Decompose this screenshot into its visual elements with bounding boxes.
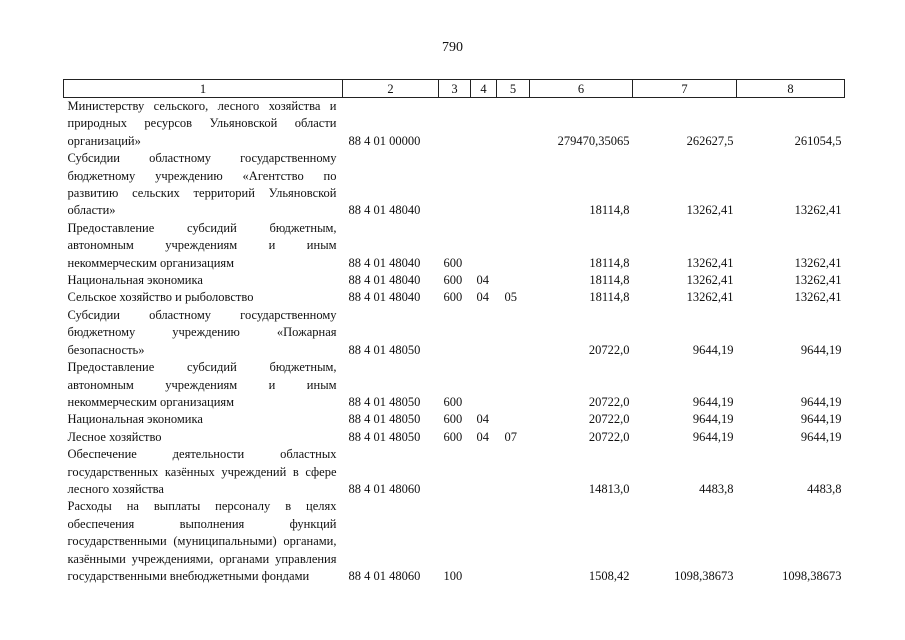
- row-expense-type: [439, 150, 471, 220]
- row-name: Национальная экономика: [67, 412, 203, 427]
- row-value-6: 1508,42: [588, 568, 630, 583]
- row-value-8: 13262,41: [794, 203, 842, 218]
- budget-table: [63, 79, 845, 585]
- row-value-8: 13262,41: [794, 290, 842, 305]
- table-row: [64, 98, 845, 151]
- row-expense-type: 100: [443, 568, 463, 583]
- row-expense-type: [439, 446, 471, 498]
- row-section: [471, 359, 497, 411]
- row-code: 88 4 01 48050: [348, 342, 421, 357]
- row-section: [471, 498, 497, 585]
- column-header: 2: [343, 80, 439, 98]
- row-section: 04: [476, 429, 489, 444]
- row-code: 88 4 01 48060: [348, 568, 421, 583]
- row-subsection: [497, 272, 530, 289]
- row-name: Сельское хозяйство и рыболовство: [67, 290, 254, 305]
- row-name: Субсидии областному государственному бюджетному учреждению «Пожарная безопасность»: [67, 307, 337, 357]
- row-value-7: 13262,41: [686, 203, 734, 218]
- row-value-6: 20722,0: [588, 412, 630, 427]
- row-value-7: 13262,41: [686, 273, 734, 288]
- row-expense-type: 600: [443, 429, 463, 444]
- row-value-6: 18114,8: [589, 290, 630, 305]
- row-value-7: 9644,19: [692, 342, 734, 357]
- row-expense-type: 600: [443, 290, 463, 305]
- row-value-8: 4483,8: [807, 481, 842, 496]
- row-value-6: 18114,8: [589, 273, 630, 288]
- row-code: 88 4 01 48050: [348, 394, 421, 409]
- row-section: [471, 98, 497, 151]
- row-code: 88 4 01 48050: [348, 412, 421, 427]
- column-header: 1: [64, 80, 343, 98]
- row-expense-type: 600: [443, 412, 463, 427]
- table-row: [64, 150, 845, 220]
- table-row: [64, 429, 845, 446]
- row-section: [471, 307, 497, 359]
- row-name: Субсидии областному государственному бюджетному учреждению «Агентство по развитию сельских территорий Ульяновской области»: [67, 151, 337, 218]
- row-value-6: 20722,0: [588, 429, 630, 444]
- row-value-7: 13262,41: [686, 255, 734, 270]
- row-expense-type: [439, 307, 471, 359]
- row-subsection: [497, 150, 530, 220]
- table-row: [64, 289, 845, 306]
- row-name: Предоставление субсидий бюджетным, автономным учреждениям и иным некоммерческим организациям: [67, 360, 337, 409]
- row-subsection: [497, 411, 530, 428]
- row-expense-type: 600: [443, 255, 463, 270]
- column-header: 4: [471, 80, 497, 98]
- table-row: [64, 220, 845, 272]
- column-header: 3: [439, 80, 471, 98]
- row-name: Расходы на выплаты персоналу в целях обеспечения выполнения функций государственными (муниципальными) органами, казёнными учреждениями, органами управления государственными внебюджетными фондами: [67, 499, 337, 583]
- row-subsection: [497, 498, 530, 585]
- column-header: 7: [633, 80, 737, 98]
- row-section: [471, 220, 497, 272]
- table-row: [64, 359, 845, 411]
- table-row: [64, 307, 845, 359]
- row-code: 88 4 01 00000: [348, 133, 421, 148]
- row-section: 04: [476, 412, 489, 427]
- row-code: 88 4 01 48050: [348, 429, 421, 444]
- row-value-7: 262627,5: [686, 133, 734, 148]
- row-value-6: 279470,35065: [557, 133, 630, 148]
- row-section: 04: [476, 290, 489, 305]
- row-value-7: 9644,19: [692, 429, 734, 444]
- row-section: [471, 446, 497, 498]
- row-value-6: 18114,8: [589, 203, 630, 218]
- row-value-8: 13262,41: [794, 255, 842, 270]
- row-subsection: 07: [504, 429, 517, 444]
- row-subsection: 05: [504, 290, 517, 305]
- row-value-8: 13262,41: [794, 273, 842, 288]
- row-expense-type: [439, 98, 471, 151]
- row-name: Лесное хозяйство: [67, 429, 162, 444]
- table-row: [64, 498, 845, 585]
- row-name: Обеспечение деятельности областных государственных казённых учреждений в сфере лесного хозяйства: [67, 447, 337, 496]
- row-code: 88 4 01 48060: [348, 481, 421, 496]
- row-name: Министерству сельского, лесного хозяйства и природных ресурсов Ульяновской области организаций»: [67, 99, 337, 148]
- row-value-8: 1098,38673: [782, 568, 842, 583]
- row-section: [471, 150, 497, 220]
- row-value-6: 20722,0: [588, 342, 630, 357]
- row-value-6: 14813,0: [588, 481, 630, 496]
- table-header-row: [64, 80, 845, 98]
- column-header: 5: [497, 80, 530, 98]
- row-code: 88 4 01 48040: [348, 290, 421, 305]
- row-section: 04: [476, 273, 489, 288]
- row-value-7: 1098,38673: [674, 568, 734, 583]
- row-value-8: 9644,19: [800, 394, 842, 409]
- row-value-7: 4483,8: [699, 481, 734, 496]
- row-value-8: 9644,19: [800, 412, 842, 427]
- row-code: 88 4 01 48040: [348, 203, 421, 218]
- row-subsection: [497, 98, 530, 151]
- row-subsection: [497, 359, 530, 411]
- row-value-7: 9644,19: [692, 394, 734, 409]
- page-number: 790: [442, 40, 463, 55]
- table-row: [64, 411, 845, 428]
- row-name: Национальная экономика: [67, 273, 203, 288]
- row-value-6: 20722,0: [588, 394, 630, 409]
- row-value-8: 9644,19: [800, 342, 842, 357]
- row-expense-type: 600: [443, 394, 463, 409]
- row-value-6: 18114,8: [589, 255, 630, 270]
- row-value-8: 9644,19: [800, 429, 842, 444]
- row-value-7: 13262,41: [686, 290, 734, 305]
- row-expense-type: 600: [443, 273, 463, 288]
- table-row: [64, 272, 845, 289]
- row-value-8: 261054,5: [794, 133, 842, 148]
- row-name: Предоставление субсидий бюджетным, автономным учреждениям и иным некоммерческим организациям: [67, 220, 337, 270]
- row-subsection: [497, 446, 530, 498]
- row-subsection: [497, 307, 530, 359]
- table-row: [64, 446, 845, 498]
- column-header: 6: [530, 80, 633, 98]
- row-code: 88 4 01 48040: [348, 255, 421, 270]
- row-code: 88 4 01 48040: [348, 273, 421, 288]
- column-header: 8: [737, 80, 845, 98]
- row-subsection: [497, 220, 530, 272]
- row-value-7: 9644,19: [692, 412, 734, 427]
